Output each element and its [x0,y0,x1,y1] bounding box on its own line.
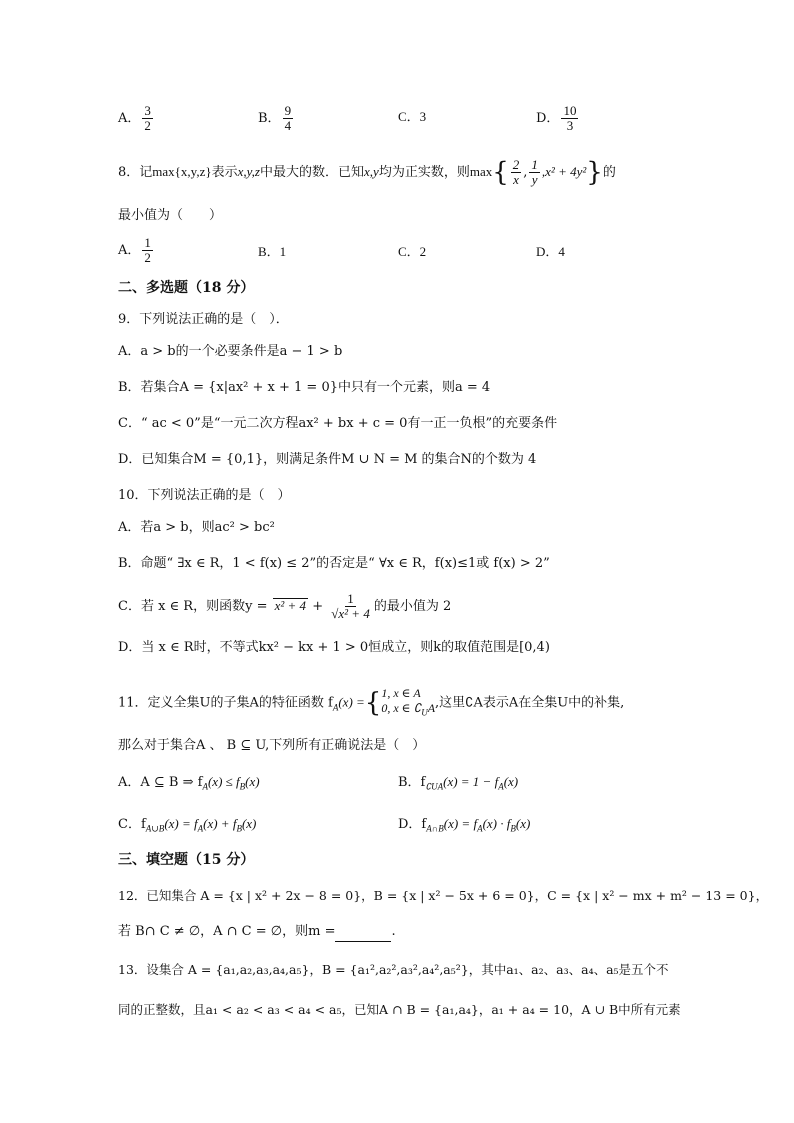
q8-option-a: A． $\frac{1}{2}$ [118,235,151,265]
section-heading-multiple-choice: 二、多选题（18 分） [118,280,255,296]
section-heading-fill-in: 三、填空题（15 分） [118,852,255,868]
fraction: $\frac{1}{\text{√x² + 4}}$ [331,591,370,621]
q9-stem: 9．下列说法正确的是（ ）． [118,312,289,327]
q8-option-b: B．1 [258,244,287,259]
sqrt: x² + 4 [274,598,307,613]
q9-option-b: B．若集合A = {x|ax² + x + 1 = 0}中只有一个元素，则a = 4 [118,380,491,395]
q8-option-d: D．4 [536,244,565,259]
q9-option-d: D．已知集合M = {0,1}，则满足条件M ∪ N = M 的集合N的个数为 4 [118,452,537,467]
fraction: $\frac{10}{3}$ [563,103,577,133]
q10-option-b: B．命题“ ∃x ∈ R，1 < f(x) ≤ 2”的否定是“ ∀x ∈ R，f(x)≤1或 f(x) > 2” [118,556,550,571]
q7-option-c: C．3 [398,109,427,124]
q8-stem-line2: 最小值为（ ） [118,208,223,223]
q7-option-a [118,104,155,133]
q12-stem: 12．已知集合 A = {x | x² + 2x − 8 = 0}，B = {x | x² − 5x + 6 = 0}，C = {x | x² − mx + m² − 13 = 0}， [118,888,769,903]
q10-option-a: A．若a > b，则ac² > bc² [118,520,275,535]
q11-option-d: D．$f_{A\cap B}(x) = f_A(x) \cdot f_B(x)$ [398,816,531,834]
q11-option-c: C．$f_{A\cup B}(x) = f_A(x) + f_B(x)$ [118,816,257,834]
q10-option-d: D．当 x ∈ R时，不等式kx² − kx + 1 > 0恒成立，则k的取值范围是[0,4) [118,640,550,655]
q7-option-d: D． $\frac{10}{3}$ [536,103,577,133]
q11-option-a: A．A ⊆ B ⇒ $f_A(x) \le f_B(x)$ [118,774,260,792]
q11-stem-line2: 那么对于集合A 、 B ⊆ U,下列所有正确说法是（ ） [118,738,426,753]
q13-stem: 13．设集合 A = {a₁,a₂,a₃,a₄,a₅}，B = {a₁²,a₂²,a₃²,a₄²,a₅²}，其中a₁、a₂、a₃、a₄、a₅是五个不 [118,962,669,977]
q7-option-b: B． $\frac{9}{4}$ [258,103,292,133]
answer-blank [335,927,391,942]
q11-stem: 11．定义全集U的子集A的特征函数 $f_A(x)$ ={ 1, x ∈ A 0, x ∈ $∁_UA$ ,这里∁A表示A在全集U中的补集, [118,686,624,720]
q8-option-c: C．2 [398,244,427,259]
q9-option-a: A．a > b的一个必要条件是a − 1 > b [118,344,343,359]
option-label: A． [118,111,141,126]
q12-stem-line2: 若 B∩ C ≠ ∅，A ∩ C = ∅，则m = . [118,922,396,942]
piecewise-cases: 1, x ∈ A 0, x ∈ $∁_UA$ [381,686,436,718]
q10-option-c: C．若 x ∈ R，则函数y = x² + 4 + $\frac{1}{\text{√x² + 4}}$ 的最小值为 2 [118,591,452,621]
q10-stem: 10．下列说法正确的是（ ） [118,488,291,503]
q11-option-b: B．$f_{∁UA}(x) = 1 - f_A(x)$ [398,774,519,792]
fraction: $\frac{3}{2}$ [144,103,151,133]
fraction: $\frac{1}{2}$ [144,235,151,265]
q9-option-c: C．“ ac < 0”是“一元二次方程ax² + bx + c = 0有一正一负根”的充要条件 [118,416,558,431]
q8-stem: 8．记max{x,y,z}表示x,y,z中最大的数．已知x,y均为正实数，则max{ $\frac{2}{x}$ , $\frac{1}{y}$ ,x² + 4y²}的 [118,157,616,188]
fraction: $\frac{9}{4}$ [284,103,292,133]
q13-stem-line2: 同的正整数，且a₁ < a₂ < a₃ < a₄ < a₅，已知A ∩ B = {a₁,a₄}，a₁ + a₄ = 10，A ∪ B中所有元素 [118,1002,681,1017]
